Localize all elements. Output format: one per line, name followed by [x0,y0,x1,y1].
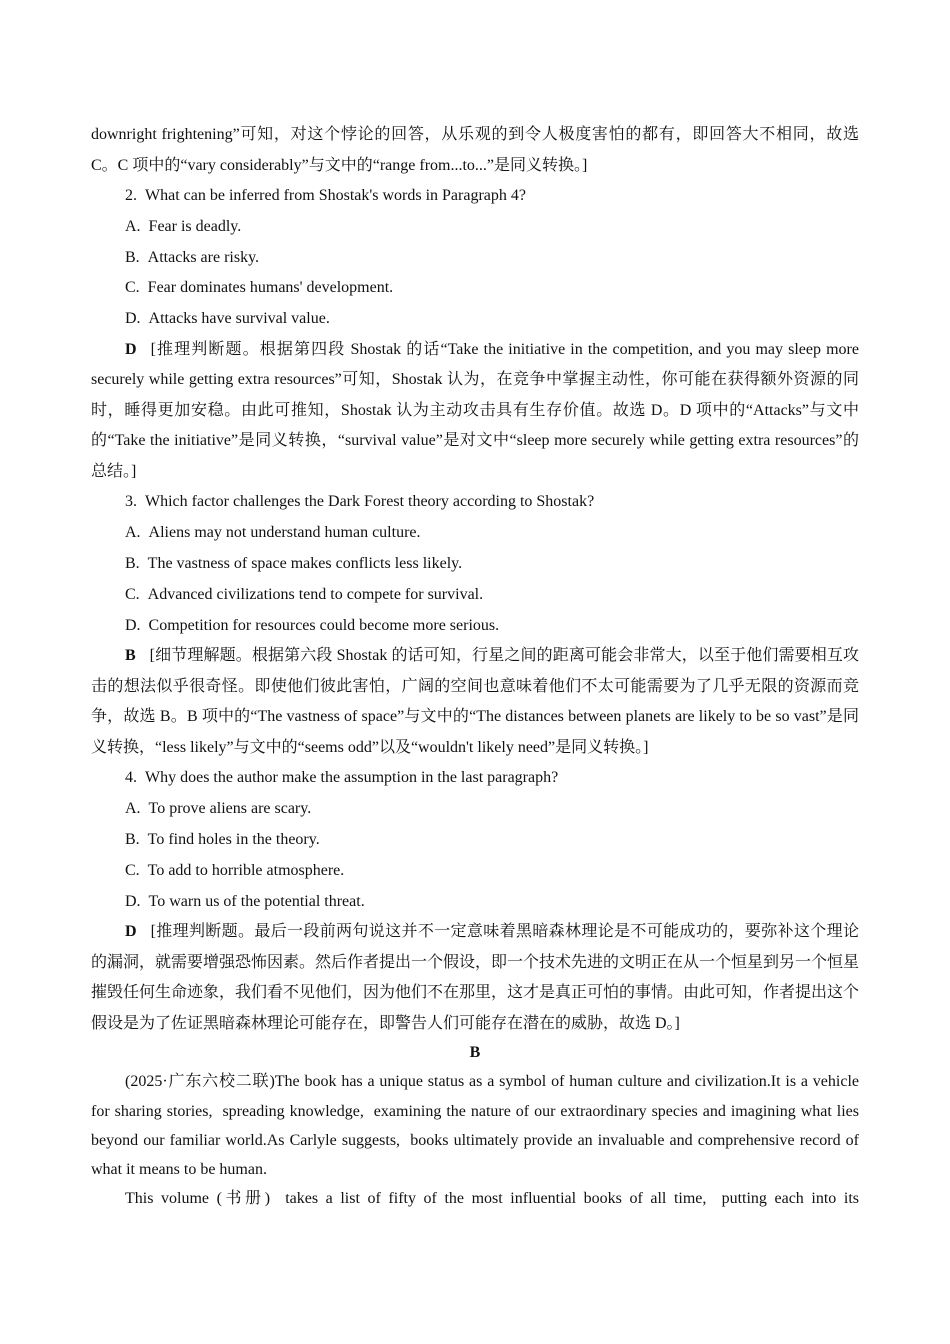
question-4 [91,763,859,1039]
passage-paragraph: This volume (书册) takes a list of fifty of the most influential books of all time, putting each into its [125,1190,859,1208]
explanation-text: [推理判断题。根据第四段 Shostak 的话“Take the initiative in the competition, and you may sleep more securely while getting extra resources”可知，Shostak 认为，在竞争中掌握主动性，你可能在获得额外资源的同时，睡得更加安稳。由此可推知，Shostak 认为主动攻击具有生存价值。故选 D。D 项中的“Attacks”与文中的“Take the initiative”是同义转换，“survival value”是对文中“sleep more securely while getting extra resources”的总结。] [91,340,859,480]
option-c: C. Fear dominates humans' development. [125,279,394,297]
question-3 [91,487,859,763]
page-content [91,120,859,1213]
option-d: D. To warn us of the potential threat. [125,892,365,910]
option-c: C. To add to horrible atmosphere. [125,861,345,879]
question-stem: 2. What can be inferred from Shostak's words in Paragraph 4? [125,187,526,204]
option-d: D. Attacks have survival value. [125,310,330,328]
option-a: A. Fear is deadly. [125,217,242,235]
option-a: A. To prove aliens are scary. [125,800,312,818]
option-d: D. Competition for resources could become more serious. [125,616,500,634]
question-stem: 3. Which factor challenges the Dark Forest theory according to Shostak? [125,493,595,511]
question-stem: 4. Why does the author make the assumption in the last paragraph? [125,769,559,787]
passage-paragraph: (2025·广东六校二联)The book has a unique status as a symbol of human culture and civilization.It is a vehicle for sharing stories, spreading knowledge, examining the nature of our extraordinary species and imagining what lies beyond our familiar world.As Carlyle suggests, books ultimately provide an invaluable and comprehensive record of what it means to be human. [91,1073,859,1179]
option-b: B. To find holes in the theory. [125,831,320,849]
answer-explanation [91,917,859,1039]
section-heading: B [469,1044,481,1062]
answer-letter: D [125,340,137,358]
answer-explanation [91,335,859,488]
option-a: A. Aliens may not understand human culture. [125,524,421,542]
explanation-text: [细节理解题。根据第六段 Shostak 的话可知，行星之间的距离可能会非常大，以至于他们需要相互攻击的想法似乎很奇怪。即使他们彼此害怕，广阔的空间也意味着他们不太可能需要为了几乎无限的资源而竞争，故选 B。B 项中的“The vastness of space”与文中的“The distances between planets are likely to be so vast”是同义转换，“less likely”与文中的“seems odd”以及“wouldn't likely need”是同义转换。] [91,647,859,756]
explanation-q1-tail: downright frightening”可知，对这个悖论的回答，从乐观的到令人极度害怕的都有，即回答大不相同，故选 C。C 项中的“vary considerably”与文中的“range from...to...”是同义转换。] [91,126,859,174]
answer-letter: B [125,647,136,665]
question-2 [91,181,859,487]
option-b: B. The vastness of space makes conflicts less likely. [125,555,463,573]
answer-letter: D [125,923,137,941]
answer-explanation [91,641,859,763]
option-c: C. Advanced civilizations tend to compete for survival. [125,585,484,603]
explanation-text: [推理判断题。最后一段前两句说这并不一定意味着黑暗森林理论是不可能成功的，要弥补这个理论的漏洞，就需要增强恐怖因素。然后作者提出一个假设，即一个技术先进的文明正在从一个恒星到另一个恒星摧毁任何生命迹象，我们看不见他们，因为他们不在那里，这才是真正可怕的事情。由此可知，作者提出这个假设是为了佐证黑暗森林理论可能存在，即警告人们可能存在潜在的威胁，故选 D。] [91,923,860,1032]
option-b: B. Attacks are risky. [125,248,260,266]
